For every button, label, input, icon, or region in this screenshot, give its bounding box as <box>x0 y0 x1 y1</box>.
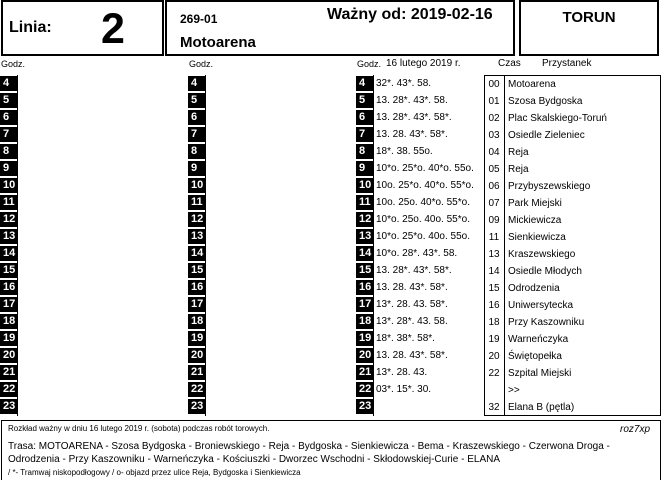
column-divider <box>205 75 206 416</box>
stop-travel-time: 03 <box>488 130 500 141</box>
hour-cell: 9 <box>188 161 205 176</box>
stop-travel-time: 06 <box>488 181 500 192</box>
stop-name-cell: >> <box>508 385 520 396</box>
stop-info-box <box>165 0 515 56</box>
hour-cell: 6 <box>0 110 17 125</box>
stop-name-cell: Motoarena <box>508 79 556 90</box>
hour-cell: 9 <box>356 161 373 176</box>
column-divider <box>17 75 18 416</box>
departure-minutes: 13. 28. 43*. 58*. <box>376 129 448 140</box>
stop-column-header: Przystanek <box>542 58 592 69</box>
stop-name-cell: Szpital Miejski <box>508 368 572 379</box>
hour-column-header-3: Godz. <box>357 59 382 69</box>
hour-cell: 4 <box>0 76 17 91</box>
hour-cell: 18 <box>356 314 373 329</box>
stop-travel-time: 01 <box>488 96 500 107</box>
stop-row <box>485 161 660 178</box>
stop-name-cell: Warneńczyka <box>508 334 569 345</box>
hour-cell: 22 <box>188 382 205 397</box>
hour-cell: 16 <box>356 280 373 295</box>
departure-minutes: 13. 28. 43*. 58*. <box>376 282 448 293</box>
hour-cell: 15 <box>0 263 17 278</box>
stop-travel-time: 18 <box>488 317 500 328</box>
stop-name-cell: Mickiewicza <box>508 215 562 226</box>
departure-minutes: 13. 28*. 43*. 58*. <box>376 112 452 123</box>
hour-cell: 5 <box>188 93 205 108</box>
stop-row <box>485 246 660 263</box>
hour-cell: 17 <box>188 297 205 312</box>
departure-minutes: 18*. 38. 55o. <box>376 146 433 157</box>
stop-row <box>485 110 660 127</box>
timetable-grid <box>0 75 664 416</box>
hour-cell: 7 <box>356 127 373 142</box>
hour-cell: 4 <box>188 76 205 91</box>
stop-travel-time: 22 <box>488 368 500 379</box>
stop-travel-time: 16 <box>488 300 500 311</box>
stop-travel-time: 32 <box>488 402 500 413</box>
stop-row-divider <box>504 297 505 314</box>
hour-cell: 16 <box>0 280 17 295</box>
stop-name-cell: Przybyszewskiego <box>508 181 591 192</box>
hour-cell: 21 <box>188 365 205 380</box>
line-number-box <box>1 0 164 56</box>
stop-row <box>485 93 660 110</box>
hour-column-header-2: Godz. <box>189 59 214 69</box>
schedule-date: 16 lutego 2019 r. <box>386 58 461 69</box>
stop-row <box>485 263 660 280</box>
stop-row <box>485 399 660 416</box>
hour-cell: 22 <box>356 382 373 397</box>
stop-travel-time: 15 <box>488 283 500 294</box>
hour-cell: 12 <box>356 212 373 227</box>
stop-row-divider <box>504 365 505 382</box>
city-box <box>519 0 659 56</box>
stop-travel-time: 11 <box>488 232 500 243</box>
hour-column-header-1: Godz. <box>1 59 26 69</box>
departure-minutes: 10*o. 25*o. 40*o. 55o. <box>376 163 474 174</box>
hour-cell: 23 <box>0 399 17 414</box>
stop-row-divider <box>504 246 505 263</box>
departure-minutes: 10*o. 25o. 40o. 55*o. <box>376 214 470 225</box>
hour-cell: 22 <box>0 382 17 397</box>
hour-cell: 8 <box>0 144 17 159</box>
stop-travel-time: 13 <box>488 249 500 260</box>
stop-row-divider <box>504 263 505 280</box>
stop-row <box>485 280 660 297</box>
stop-name-cell: Kraszewskiego <box>508 249 576 260</box>
stop-name-cell: Uniwersytecka <box>508 300 574 311</box>
stop-travel-time: 05 <box>488 164 500 175</box>
stop-row <box>485 297 660 314</box>
departure-minutes: 32*. 43*. 58. <box>376 78 432 89</box>
stop-row-divider <box>504 195 505 212</box>
stop-travel-time: 04 <box>488 147 500 158</box>
stop-name-cell: Szosa Bydgoska <box>508 96 583 107</box>
stop-code: 269-01 <box>180 12 218 26</box>
stop-row <box>485 348 660 365</box>
stop-row-divider <box>504 348 505 365</box>
stop-name-cell: Przy Kaszowniku <box>508 317 585 328</box>
hour-cell: 19 <box>188 331 205 346</box>
stop-name-cell: Świętopełka <box>508 351 562 362</box>
city-name: TORUN <box>562 9 616 26</box>
stop-row <box>485 127 660 144</box>
hour-cell: 12 <box>188 212 205 227</box>
departure-minutes: 13. 28*. 43*. 58. <box>376 95 448 106</box>
hour-cell: 14 <box>188 246 205 261</box>
hour-cell: 18 <box>188 314 205 329</box>
departure-minutes: 10*o. 28*. 43*. 58. <box>376 248 458 259</box>
hour-cell: 20 <box>356 348 373 363</box>
hour-cell: 17 <box>0 297 17 312</box>
stop-travel-time: 02 <box>488 113 500 124</box>
hour-cell: 13 <box>188 229 205 244</box>
hour-cell: 13 <box>356 229 373 244</box>
hour-cell: 10 <box>188 178 205 193</box>
stop-row-divider <box>504 178 505 195</box>
departure-minutes: 13. 28*. 43*. 58*. <box>376 265 452 276</box>
hour-cell: 17 <box>356 297 373 312</box>
stop-row <box>485 365 660 382</box>
hour-cell: 23 <box>188 399 205 414</box>
stop-row-divider <box>504 331 505 348</box>
hour-cell: 15 <box>356 263 373 278</box>
stop-row-divider <box>504 110 505 127</box>
line-number: 2 <box>101 5 125 53</box>
departure-minutes: 10*o. 25*o. 40o. 55o. <box>376 231 470 242</box>
stop-row-divider <box>504 161 505 178</box>
stop-row <box>485 382 660 399</box>
schedule-code: roz7xp <box>619 424 650 435</box>
hour-cell: 5 <box>0 93 17 108</box>
stop-name-cell: Plac Skalskiego-Toruń <box>508 113 607 124</box>
valid-from: Ważny od: 2019-02-16 <box>327 6 493 23</box>
departure-minutes: 13*. 28. 43. <box>376 367 428 378</box>
stop-name-cell: Sienkiewicza <box>508 232 566 243</box>
stop-travel-time: 00 <box>488 79 500 90</box>
hour-cell: 19 <box>356 331 373 346</box>
stops-table <box>484 75 661 416</box>
stop-name: Motoarena <box>180 34 256 51</box>
hour-cell: 20 <box>188 348 205 363</box>
hour-cell: 10 <box>356 178 373 193</box>
stop-row-divider <box>504 212 505 229</box>
hour-cell: 14 <box>0 246 17 261</box>
hour-cell: 12 <box>0 212 17 227</box>
departure-minutes: 03*. 15*. 30. <box>376 384 432 395</box>
hour-cell: 16 <box>188 280 205 295</box>
stop-row-divider <box>504 314 505 331</box>
hour-cell: 21 <box>356 365 373 380</box>
time-column-header: Czas <box>498 58 521 69</box>
stop-name-cell: Reja <box>508 164 529 175</box>
legend-note: / *- Tramwaj niskopodłogowy / o- objazd przez ulice Reja, Bydgoska i Sienkiewicza <box>8 468 301 477</box>
stop-row <box>485 229 660 246</box>
hour-cell: 21 <box>0 365 17 380</box>
departure-minutes: 13. 28. 43*. 58*. <box>376 350 448 361</box>
hour-cell: 15 <box>188 263 205 278</box>
departure-minutes: 10o. 25o. 40*o. 55*o. <box>376 197 470 208</box>
stop-row-divider <box>504 93 505 110</box>
hour-cell: 20 <box>0 348 17 363</box>
hour-cell: 23 <box>356 399 373 414</box>
stop-travel-time: 20 <box>488 351 500 362</box>
hour-cell: 10 <box>0 178 17 193</box>
hour-cell: 18 <box>0 314 17 329</box>
hour-cell: 11 <box>188 195 205 210</box>
hour-cell: 11 <box>0 195 17 210</box>
hour-cell: 19 <box>0 331 17 346</box>
stop-row-divider <box>504 229 505 246</box>
stop-travel-time: 19 <box>488 334 500 345</box>
stop-name-cell: Osiedle Zieleniec <box>508 130 585 141</box>
stop-row <box>485 331 660 348</box>
stop-travel-time: 14 <box>488 266 500 277</box>
route-description: Trasa: MOTOARENA - Szosa Bydgoska - Broniewskiego - Reja - Bydgoska - Sienkiewicza - Bema - Kraszewskiego - Czerwona Droga - Odrodzenia - Przy Kaszowniku - Warneńczyka - Kościuszki - Dworzec Wschodni - Skłodowskiej-Curie - ELANA <box>8 441 610 465</box>
hour-cell: 5 <box>356 93 373 108</box>
departure-minutes: 18*. 38*. 58*. <box>376 333 435 344</box>
stop-travel-time: 09 <box>488 215 500 226</box>
hour-cell: 9 <box>0 161 17 176</box>
stop-row <box>485 144 660 161</box>
hour-cell: 7 <box>0 127 17 142</box>
column-divider <box>373 75 374 416</box>
stop-name-cell: Park Miejski <box>508 198 562 209</box>
stop-name-cell: Odrodzenia <box>508 283 560 294</box>
hour-cell: 8 <box>188 144 205 159</box>
stop-name-cell: Osiedle Młodych <box>508 266 582 277</box>
hour-cell: 6 <box>188 110 205 125</box>
hour-cell: 4 <box>356 76 373 91</box>
stop-row-divider <box>504 76 505 93</box>
hour-cell: 8 <box>356 144 373 159</box>
stop-name-cell: Elana B (pętla) <box>508 402 575 413</box>
hour-cell: 13 <box>0 229 17 244</box>
stop-row <box>485 212 660 229</box>
footer <box>1 420 661 480</box>
departure-minutes: 13*. 28*. 43. 58. <box>376 316 448 327</box>
stop-row <box>485 195 660 212</box>
stop-row <box>485 178 660 195</box>
stop-row <box>485 314 660 331</box>
line-label: Linia: <box>9 19 52 36</box>
hour-cell: 14 <box>356 246 373 261</box>
stop-row-divider <box>504 382 505 399</box>
departure-minutes: 13*. 28. 43. 58*. <box>376 299 448 310</box>
stop-row-divider <box>504 127 505 144</box>
stop-name-cell: Reja <box>508 147 529 158</box>
stop-row <box>485 76 660 93</box>
hour-cell: 7 <box>188 127 205 142</box>
stop-travel-time: 07 <box>488 198 500 209</box>
hour-cell: 11 <box>356 195 373 210</box>
hour-cell: 6 <box>356 110 373 125</box>
departure-minutes: 10o. 25*o. 40*o. 55*o. <box>376 180 474 191</box>
stop-row-divider <box>504 280 505 297</box>
validity-note: Rozkład ważny w dniu 16 lutego 2019 r. (sobota) podczas robót torowych. <box>8 424 270 433</box>
stop-row-divider <box>504 144 505 161</box>
stop-row-divider <box>504 399 505 416</box>
